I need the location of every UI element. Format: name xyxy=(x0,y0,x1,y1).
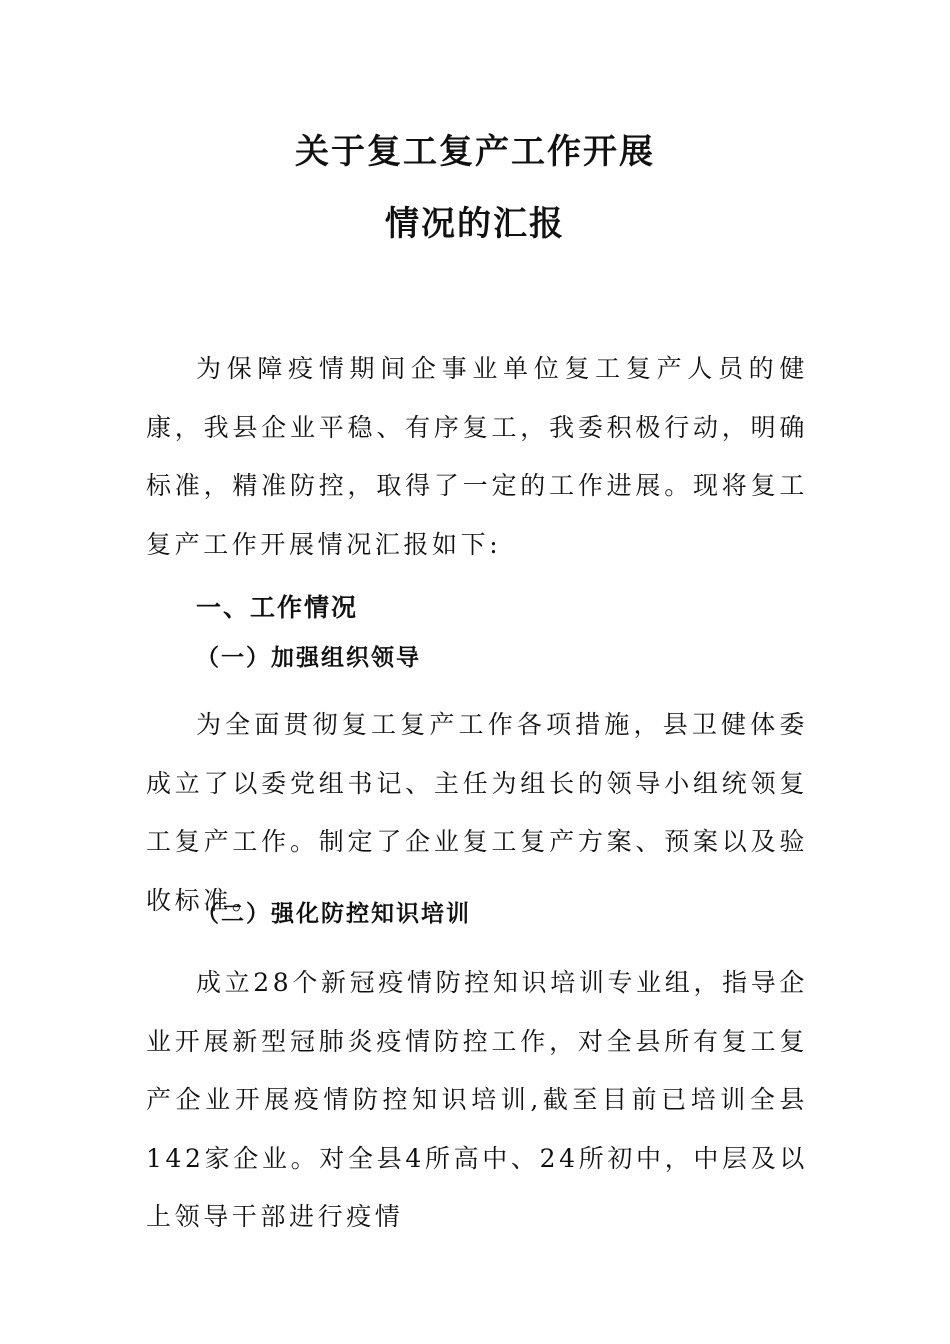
document-title-line-2: 情况的汇报 xyxy=(385,204,565,244)
subsection-heading-leadership: （一）加强组织领导 xyxy=(196,644,421,671)
leadership-paragraph: 为全面贯彻复工复产工作各项措施，县卫健体委成立了以委党组书记、主任为组长的领导小组统领复工复产工作。制定了企业复工复产方案、预案以及验收标准。 xyxy=(146,710,808,915)
training-paragraph: 成立28个新冠疫情防控知识培训专业组，指导企业开展新型冠肺炎疫情防控工作，对全县所有复工复产企业开展疫情防控知识培训,截至目前已培训全县142家企业。对全县4所高中、24所初中，中层及以上领导干部进行疫情 xyxy=(146,968,808,1231)
intro-paragraph: 为保障疫情期间企事业单位复工复产人员的健康，我县企业平稳、有序复工，我委积极行动，明确标准，精准防控，取得了一定的工作进展。现将复工复产工作开展情况汇报如下: xyxy=(146,354,808,559)
section-heading-work-status: 一、工作情况 xyxy=(196,593,359,622)
document-title-line-1: 关于复工复产工作开展 xyxy=(295,132,655,172)
subsection-heading-training: （二）强化防控知识培训 xyxy=(196,900,471,927)
